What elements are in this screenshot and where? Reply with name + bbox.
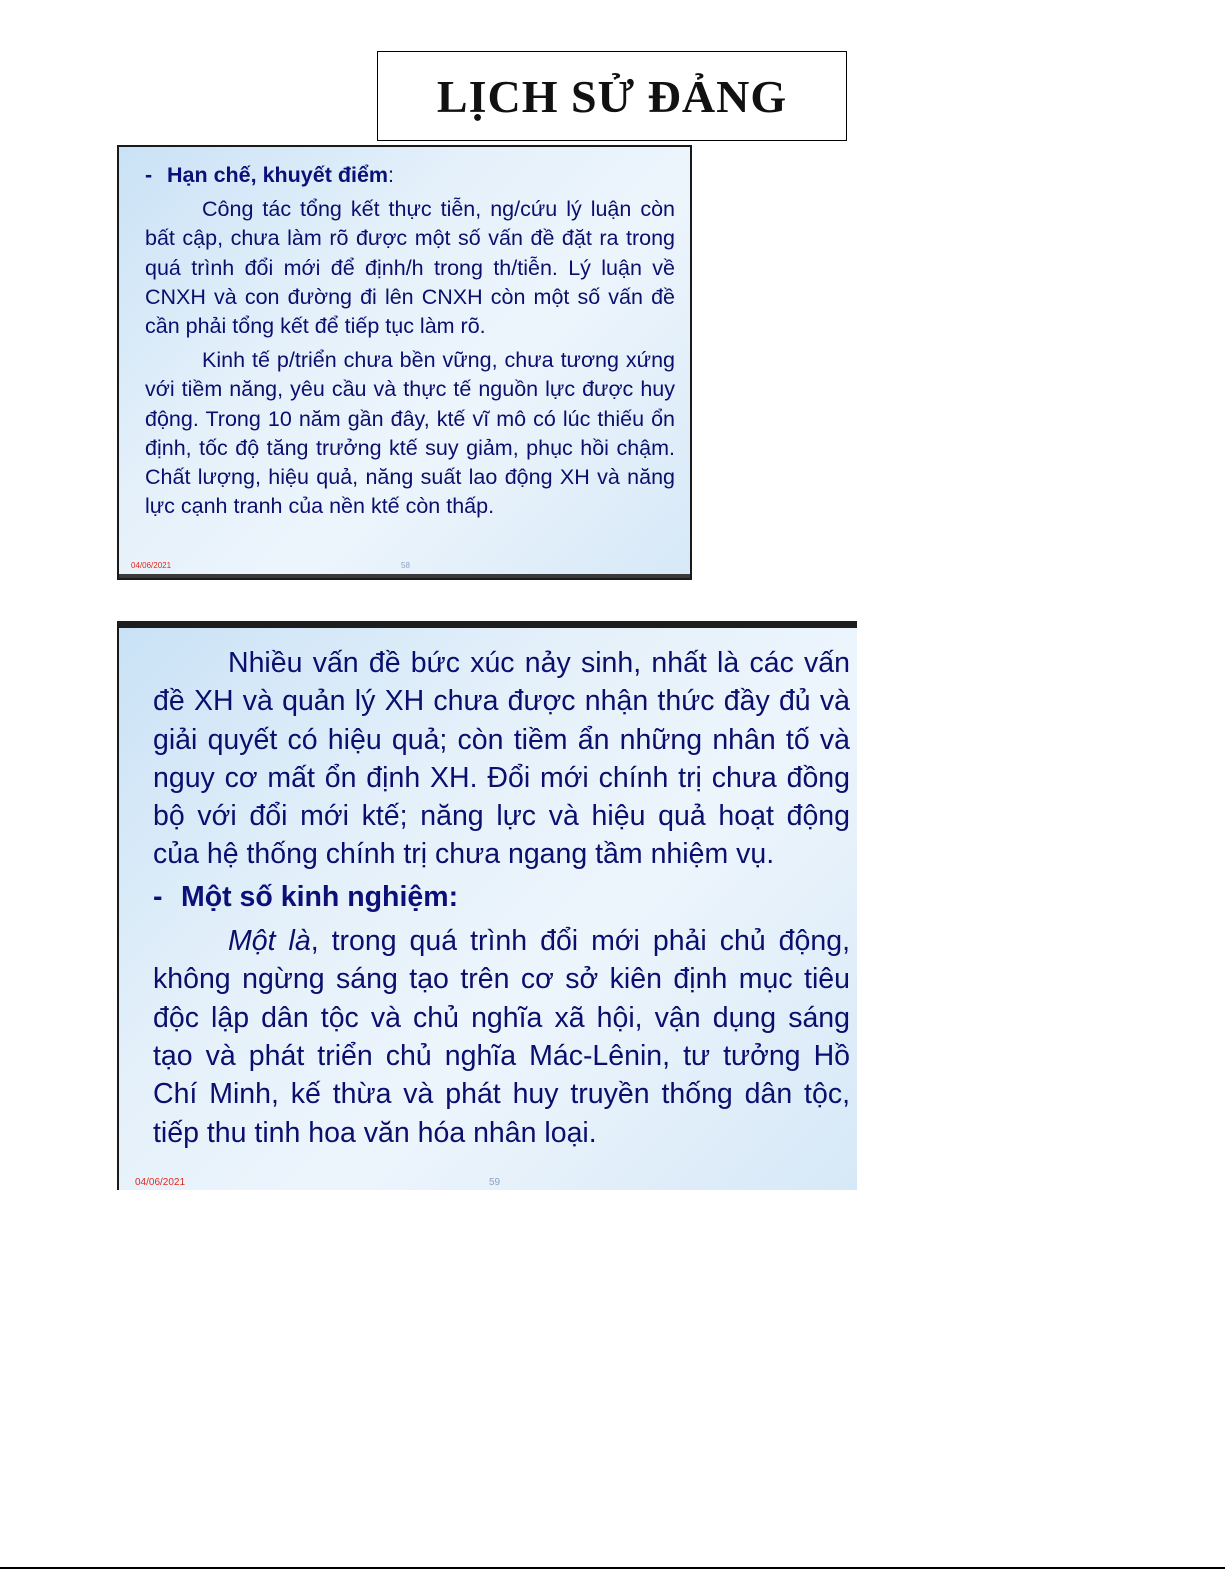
heading-dash: - [153, 880, 163, 913]
document-title: LỊCH SỬ ĐẢNG [436, 70, 788, 122]
page-bottom-rule [0, 1567, 1225, 1569]
document-title-box [377, 51, 847, 141]
paragraph-theory: Công tác tổng kết thực tiễn, ng/cứu lý luận còn bất cập, chưa làm rõ được một số vấn đề đặt ra trong quá trình đổi mới để định/h trong th/tiễn. Lý luận về CNXH và con đường đi lên CNXH còn một số vấn đề cần phải tổng kết để tiếp tục làm rõ. [145, 197, 675, 339]
slide-58 [117, 145, 692, 580]
heading-colon: : [388, 163, 395, 187]
lesson-one-label: Một là [228, 925, 311, 958]
slide-date: 04/06/2021 [135, 1177, 186, 1188]
slide-content [145, 161, 675, 521]
paragraph-lesson-one [153, 922, 850, 1152]
paragraph-social-issues: Nhiều vấn đề bức xúc nảy sinh, nhất là các vấn đề XH và quản lý XH chưa được nhận thức đầy đủ và giải quyết có hiệu quả; còn tiềm ẩn những nhân tố và nguy cơ mất ổn định XH. Đổi mới chính trị chưa đồng bộ với đổi mới ktế; năng lực và hiệu quả hoạt động của hệ thống chính trị chưa ngang tầm nhiệm vụ. [153, 647, 850, 871]
paragraph-economy: Kinh tế p/triển chưa bền vững, chưa tương xứng với tiềm năng, yêu cầu và thực tế nguồn lực được huy động. Trong 10 năm gần đây, ktế vĩ mô có lúc thiếu ổn định, tốc độ tăng trưởng ktế suy giảm, phục hồi chậm. Chất lượng, hiệu quả, năng suất lao động XH và năng lực cạnh tranh của nền ktế còn thấp. [145, 348, 675, 519]
slide-number: 59 [489, 1177, 501, 1188]
slide-date: 04/06/2021 [131, 561, 172, 570]
heading-text: Hạn chế, khuyết điểm [167, 163, 389, 187]
slide-59 [117, 621, 857, 1190]
section-heading-experience [153, 878, 850, 916]
slide-number: 58 [401, 561, 410, 570]
lesson-one-text: , trong quá trình đổi mới phải chủ động, không ngừng sáng tạo trên cơ sở kiên định mục tiêu độc lập dân tộc và chủ nghĩa xã hội, vận dụng sáng tạo và phát triển chủ nghĩa Mác-Lênin, tư tưởng Hồ Chí Minh, kế thừa và phát huy truyền thống dân tộc, tiếp thu tinh hoa văn hóa nhân loại. [153, 925, 850, 1149]
slide-content [153, 644, 850, 1152]
heading-text: Một số kinh nghiệm: [181, 880, 459, 913]
section-heading-limitations [145, 161, 675, 190]
heading-dash: - [145, 163, 153, 187]
